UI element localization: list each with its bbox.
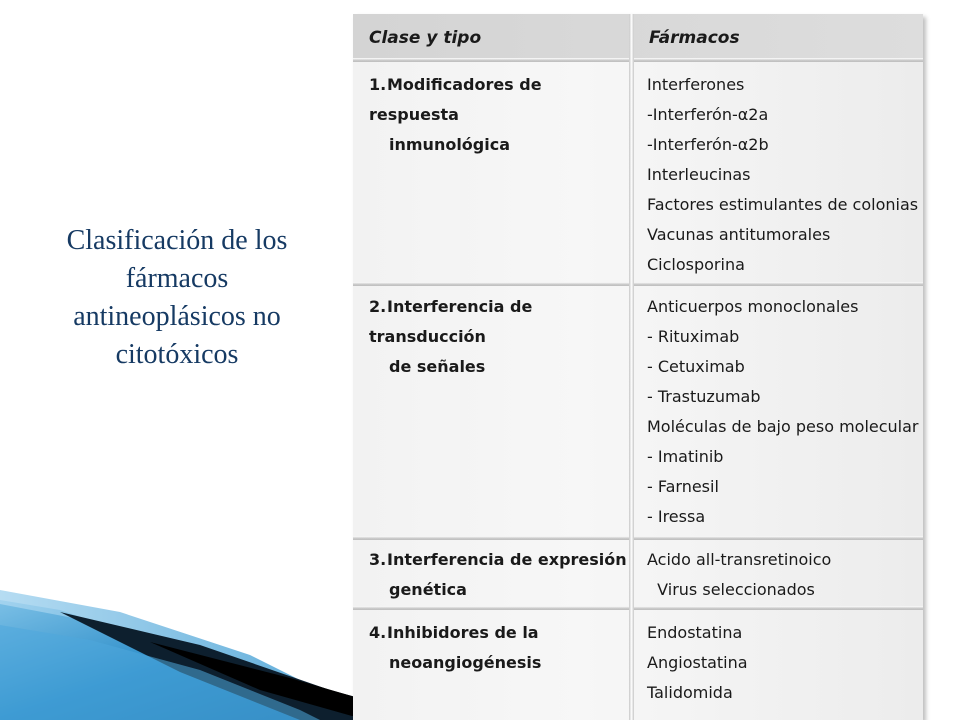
header-class-type: Clase y tipo	[369, 28, 482, 48]
drug-item: Vacunas antitumorales	[647, 225, 831, 244]
title-line-1: Clasificación de los	[66, 225, 288, 256]
class-line: neoangiogénesis	[389, 653, 542, 672]
row-1-class	[369, 70, 634, 160]
drug-item: Interleucinas	[647, 165, 751, 184]
class-line: Interferencia de transducción	[369, 297, 533, 346]
class-line: Interferencia de expresión	[387, 550, 627, 569]
title-line-4: citotóxicos	[115, 339, 239, 370]
drug-item: Factores estimulantes de colonias	[647, 195, 919, 214]
drug-item: Ciclosporina	[647, 255, 745, 274]
row-divider	[353, 606, 923, 610]
drug-item: Anticuerpos monoclonales	[647, 297, 859, 316]
drug-item: - Iressa	[647, 507, 706, 526]
row-2-drugs	[647, 292, 921, 532]
drug-item: -Interferón-α2a	[647, 105, 769, 124]
drug-item: -Interferón-α2b	[647, 135, 769, 154]
slide-title	[18, 222, 336, 374]
drug-item: - Farnesil	[647, 477, 719, 496]
drug-item: - Trastuzumab	[647, 387, 761, 406]
drug-item: Virus seleccionados	[647, 580, 815, 599]
row-number: 4.	[369, 623, 387, 642]
row-number: 1.	[369, 75, 387, 94]
drug-item: Talidomida	[647, 683, 733, 702]
class-line: inmunológica	[389, 135, 511, 154]
row-1-drugs	[647, 70, 921, 280]
title-line-2: fármacos	[125, 263, 229, 294]
row-4-class	[369, 618, 634, 678]
drug-item: Moléculas de bajo peso molecular	[647, 417, 919, 436]
drug-item: Endostatina	[647, 623, 743, 642]
classification-table	[353, 14, 923, 720]
drug-item: Interferones	[647, 75, 745, 94]
row-number: 3.	[369, 550, 387, 569]
class-line: de señales	[389, 357, 486, 376]
header-drugs: Fármacos	[649, 28, 740, 48]
row-3-class	[369, 545, 634, 605]
class-line: genética	[389, 580, 467, 599]
drug-item: - Cetuximab	[647, 357, 745, 376]
class-line: Inhibidores de la	[387, 623, 539, 642]
row-divider	[353, 282, 923, 286]
drug-item: - Rituximab	[647, 327, 740, 346]
row-number: 2.	[369, 297, 387, 316]
drug-item: Angiostatina	[647, 653, 748, 672]
class-line: Modificadores de respuesta	[369, 75, 542, 124]
row-divider	[353, 58, 923, 62]
drug-item: Acido all-transretinoico	[647, 550, 832, 569]
row-2-class	[369, 292, 644, 382]
title-line-3: antineoplásicos no	[73, 301, 281, 332]
row-4-drugs	[647, 618, 921, 708]
row-3-drugs	[647, 545, 921, 605]
row-divider	[353, 536, 923, 540]
drug-item: - Imatinib	[647, 447, 724, 466]
